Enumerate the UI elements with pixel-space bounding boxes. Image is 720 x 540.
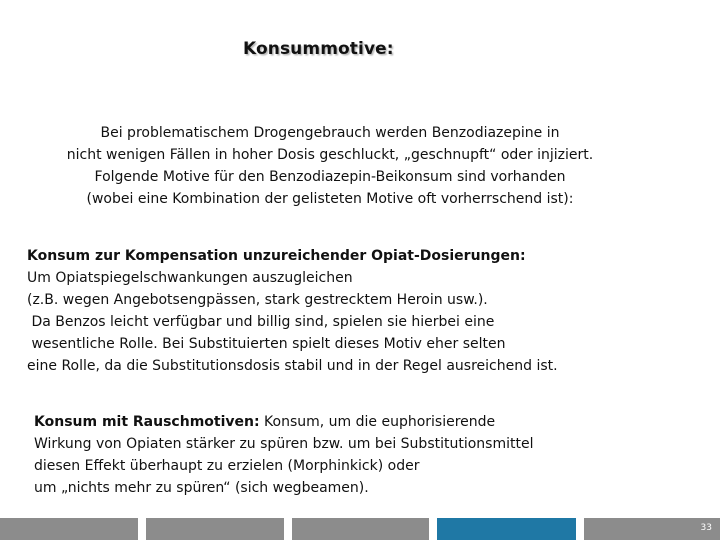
footer-segment: [146, 518, 284, 540]
section-compensation: [27, 245, 558, 377]
footer-segment-active: [437, 518, 576, 540]
intro-line: (wobei eine Kombination der gelisteten Motive oft vorherrschend ist):: [86, 191, 574, 207]
section-heading-rest: Konsum, um die euphorisierende: [259, 414, 496, 430]
footer-segment: [584, 518, 720, 540]
section-line: um „nichts mehr zu spüren“ (sich wegbeamen).: [34, 480, 369, 496]
footer-bar: [0, 518, 720, 540]
intro-line: nicht wenigen Fällen in hoher Dosis geschluckt, „geschnupft“ oder injiziert.: [66, 147, 594, 163]
section-line: eine Rolle, da die Substitutionsdosis stabil und in der Regel ausreichend ist.: [27, 358, 558, 374]
section-line: (z.B. wegen Angebotsengpässen, stark gestrecktem Heroin usw.).: [27, 292, 488, 308]
footer-segment: [0, 518, 138, 540]
page-number: 33: [700, 523, 712, 533]
section-line: wesentliche Rolle. Bei Substituierten spielt dieses Motiv eher selten: [27, 336, 506, 352]
intro-line: Folgende Motive für den Benzodiazepin-Beikonsum sind vorhanden: [94, 169, 566, 185]
section-first-line: [34, 411, 533, 433]
section-line: Wirkung von Opiaten stärker zu spüren bzw. um bei Substitutionsmittel: [34, 436, 534, 452]
intro-line: Bei problematischem Drogengebrauch werden Benzodiazepine in: [100, 125, 560, 141]
section-line: Da Benzos leicht verfügbar und billig sind, spielen sie hierbei eine: [27, 314, 495, 330]
section-intoxication: [34, 411, 533, 499]
section-line: diesen Effekt überhaupt zu erzielen (Morphinkick) oder: [34, 458, 420, 474]
slide-title: Konsummotive:: [243, 39, 394, 59]
section-heading: Konsum zur Kompensation unzureichender Opiat-Dosierungen:: [27, 248, 526, 264]
intro-paragraph: [20, 122, 640, 210]
section-heading: Konsum mit Rauschmotiven:: [34, 414, 260, 430]
footer-segment: [292, 518, 429, 540]
section-line: Um Opiatspiegelschwankungen auszugleichen: [27, 270, 353, 286]
